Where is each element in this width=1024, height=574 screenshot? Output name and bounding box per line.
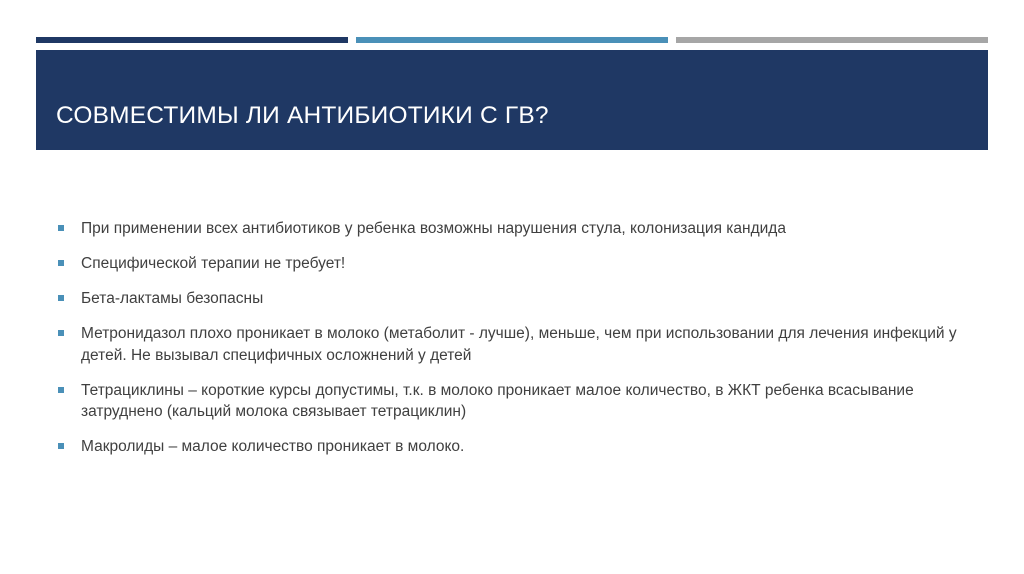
square-bullet-icon: [58, 295, 64, 301]
bullet-list: [57, 218, 957, 458]
square-bullet-icon: [58, 225, 64, 231]
bullet-item: [57, 436, 957, 458]
square-bullet-icon: [58, 443, 64, 449]
bullet-text: Специфической терапии не требует!: [81, 255, 346, 272]
bullet-item: [57, 288, 957, 310]
bullet-text: Бета-лактамы безопасны: [81, 290, 264, 307]
slide-content: [57, 218, 957, 471]
accent-bar-light: [676, 37, 988, 43]
accent-bar-mid: [356, 37, 668, 43]
bullet-item: [57, 380, 957, 423]
title-band: [36, 50, 988, 150]
accent-bar-dark: [36, 37, 348, 43]
slide-title: СОВМЕСТИМЫ ЛИ АНТИБИОТИКИ С ГВ?: [56, 102, 549, 129]
bullet-item: [57, 253, 957, 275]
bullet-item: [57, 323, 957, 366]
square-bullet-icon: [58, 260, 64, 266]
square-bullet-icon: [58, 330, 64, 336]
bullet-text: Тетрациклины – короткие курсы допустимы, т.к. в молоко проникает малое количество, в ЖКТ ребенка всасывание затруднено (кальций молока связывает тетрациклин): [81, 381, 914, 420]
bullet-item: [57, 218, 957, 240]
square-bullet-icon: [58, 387, 64, 393]
bullet-text: Макролиды – малое количество проникает в молоко.: [81, 438, 465, 455]
bullet-text: При применении всех антибиотиков у ребенка возможны нарушения стула, колонизация кандида: [81, 220, 786, 237]
bullet-text: Метронидазол плохо проникает в молоко (метаболит - лучше), меньше, чем при использовании для лечения инфекций у детей. Не вызывал специфичных осложнений у детей: [81, 325, 957, 364]
